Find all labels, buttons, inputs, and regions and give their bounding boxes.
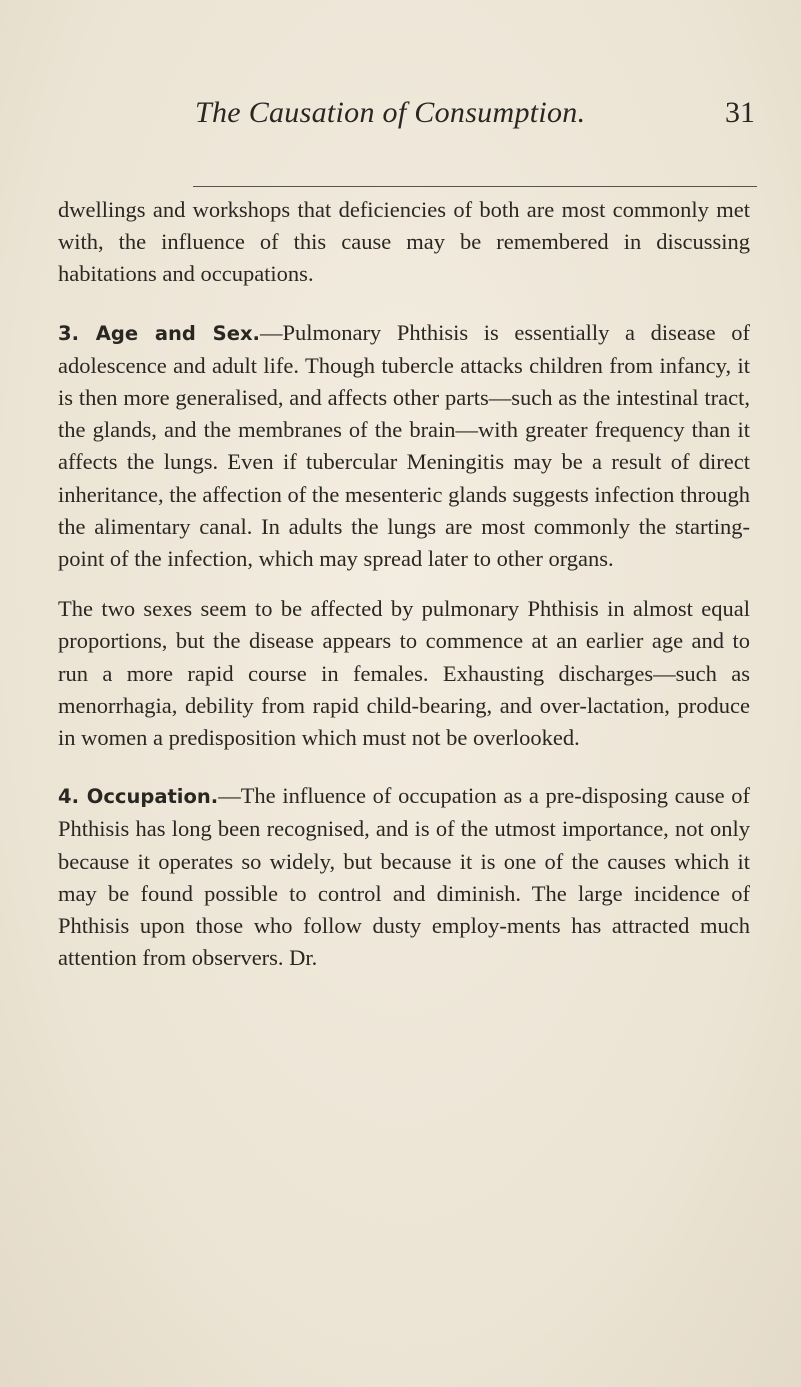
paragraph-occupation	[58, 780, 750, 974]
header-rule	[193, 186, 757, 187]
body-text	[58, 194, 750, 974]
running-title: The Causation of Consumption.	[195, 96, 586, 129]
paragraph-gap	[58, 575, 750, 593]
section-heading: 4. Occupation.	[58, 785, 219, 809]
page-number: 31	[725, 96, 755, 129]
paragraph-continuation	[58, 194, 750, 291]
section-heading: 3. Age and Sex.	[58, 321, 260, 345]
paragraph-sexes	[58, 593, 750, 754]
paragraph-gap	[58, 754, 750, 780]
paragraph-age-and-sex	[58, 317, 750, 576]
paragraph-text: —Pulmonary Phthisis is essentially a disease of adolescence and adult life. Though tubercle attacks children from infancy, it is then more generalised, and affects other parts—such as the intestinal tract, the glands, and the membranes of the brain—with greater frequency than it affects the lungs. Even if tubercular Meningitis may be a result of direct inheritance, the affection of the mesenteric glands suggests infection through the alimentary canal. In adults the lungs are most commonly the starting-point of the infection, which may spread later to other organs.	[58, 319, 751, 572]
paragraph-text: dwellings and workshops that deficiencies of both are most commonly met with, the influence of this cause may be remembered in discussing habitations and occupations.	[58, 197, 750, 287]
paragraph-text: The two sexes seem to be affected by pulmonary Phthisis in almost equal proportions, but the disease appears to commence at an earlier age and to run a more rapid course in females. Exhausting discharges—such as menorrhagia, debility from rapid child-bearing, and over-lactation, produce in women a predisposition which must not be overlooked.	[58, 596, 750, 751]
page-header	[195, 96, 755, 142]
paragraph-text: —The influence of occupation as a pre-disposing cause of Phthisis has long been recognised, and is of the utmost importance, not only because it operates so widely, but because it is one of the causes which it may be found possible to control and diminish. The large incidence of Phthisis upon those who follow dusty employ-ments has attracted much attention from observers. Dr.	[58, 783, 750, 971]
paragraph-gap	[58, 291, 750, 317]
